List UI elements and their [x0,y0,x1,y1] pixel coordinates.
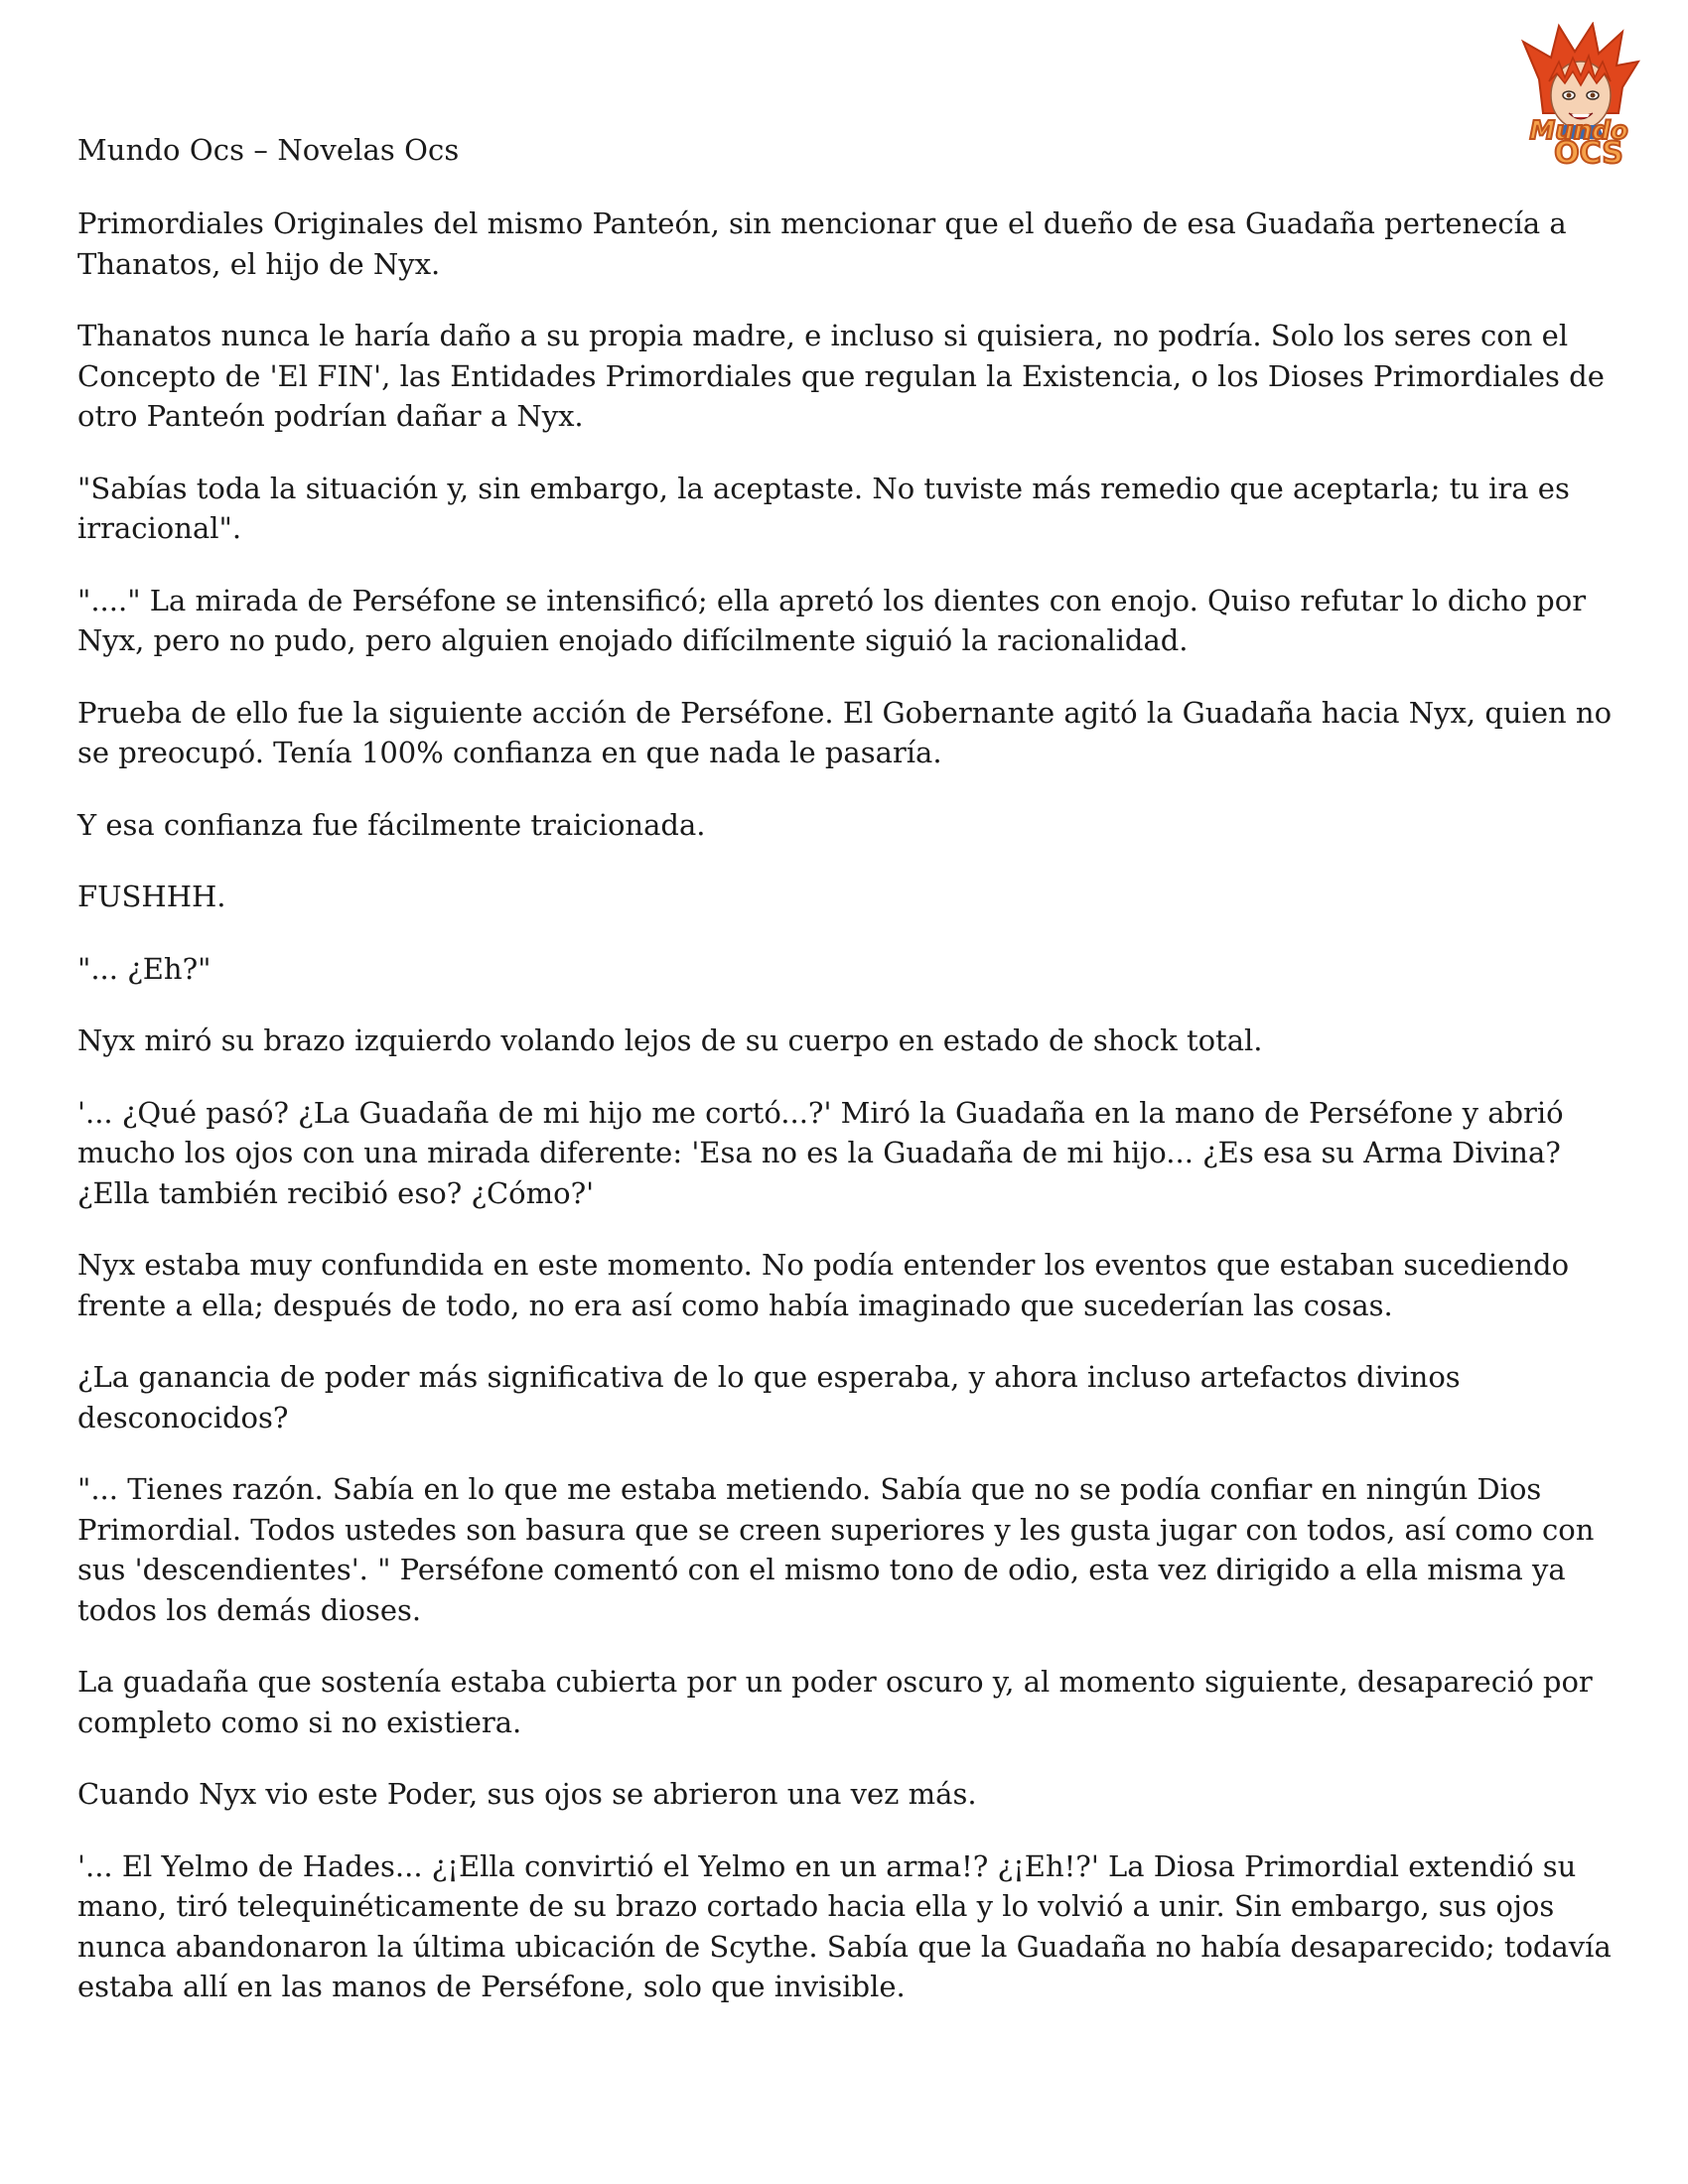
site-header-title: Mundo Ocs – Novelas Ocs [77,133,460,167]
mundo-ocs-logo-icon [1501,22,1660,171]
paragraph: ¿La ganancia de poder más significativa de lo que esperaba, y ahora incluso artefactos divinos desconocidos? [77,1360,1461,1434]
paragraph: La guadaña que sostenía estaba cubierta por un poder oscuro y, al momento siguiente, desapareció por completo como si no existiera. [77,1665,1593,1739]
paragraph: Thanatos nunca le haría daño a su propia madre, e incluso si quisiera, no podría. Solo los seres con el Concepto de 'El FIN', las Entidades Primordiales que regulan la Existencia, o los Dioses Primordiales de otro Panteón podrían dañar a Nyx. [77,319,1605,433]
paragraph: Prueba de ello fue la siguiente acción de Perséfone. El Gobernante agitó la Guadaña hacia Nyx, quien no se preocupó. Tenía 100% confianza en que nada le pasaría. [77,695,1613,769]
paragraph: "...." La mirada de Perséfone se intensificó; ella apretó los dientes con enojo. Quiso refutar lo dicho por Nyx, pero no pudo, pero alguien enojado difícilmente siguió la racionalidad. [77,583,1587,657]
logo-text-mundo: Mundo [1529,116,1628,146]
paragraph: Y esa confianza fue fácilmente traicionada. [77,807,706,842]
paragraph: Nyx miró su brazo izquierdo volando lejos de su cuerpo en estado de shock total. [77,1024,1263,1057]
logo-graphic [1501,22,1660,171]
paragraph: Primordiales Originales del mismo Panteón, sin mencionar que el dueño de esa Guadaña pertenecía a Thanatos, el hijo de Nyx. [77,206,1567,281]
paragraph: "... ¿Eh?" [77,951,211,986]
paragraph: '... ¿Qué pasó? ¿La Guadaña de mi hijo me cortó...?' Miró la Guadaña en la mano de Perséfone y abrió mucho los ojos con una mirada diferente: 'Esa no es la Guadaña de mi hijo... ¿Es esa su Arma Divina? ¿Ella también recibió eso? ¿Cómo?' [77,1095,1564,1210]
logo-text-ocs: OCS [1554,136,1623,171]
document-body [77,204,1626,2039]
paragraph: Cuando Nyx vio este Poder, sus ojos se abrieron una vez más. [77,1777,977,1811]
paragraph: '... El Yelmo de Hades... ¿¡Ella convirtió el Yelmo en un arma!? ¿¡Eh!?' La Diosa Primordial extendió su mano, tiró telequinéticamente de su brazo cortado hacia ella y lo volvió a unir. Sin embargo, sus ojos nunca abandonaron la última ubicación de Scythe. Sabía que la Guadaña no había desaparecido; todavía estaba allí en las manos de Perséfone, solo que invisible. [77,1848,1612,2003]
paragraph: "Sabías toda la situación y, sin embargo, la aceptaste. No tuviste más remedio que aceptarla; tu ira es irracional". [77,471,1570,545]
paragraph: FUSHHH. [77,880,226,913]
paragraph: Nyx estaba muy confundida en este momento. No podía entender los eventos que estaban sucediendo frente a ella; después de todo, no era así como había imaginado que sucederían las cosas. [77,1248,1570,1322]
paragraph: "... Tienes razón. Sabía en lo que me estaba metiendo. Sabía que no se podía confiar en ningún Dios Primordial. Todos ustedes son basura que se creen superiores y les gusta jugar con todos, así como con sus 'descendientes'. " Perséfone comentó con el mismo tono de odio, esta vez dirigido a ella misma ya todos los demás dioses. [77,1472,1595,1627]
